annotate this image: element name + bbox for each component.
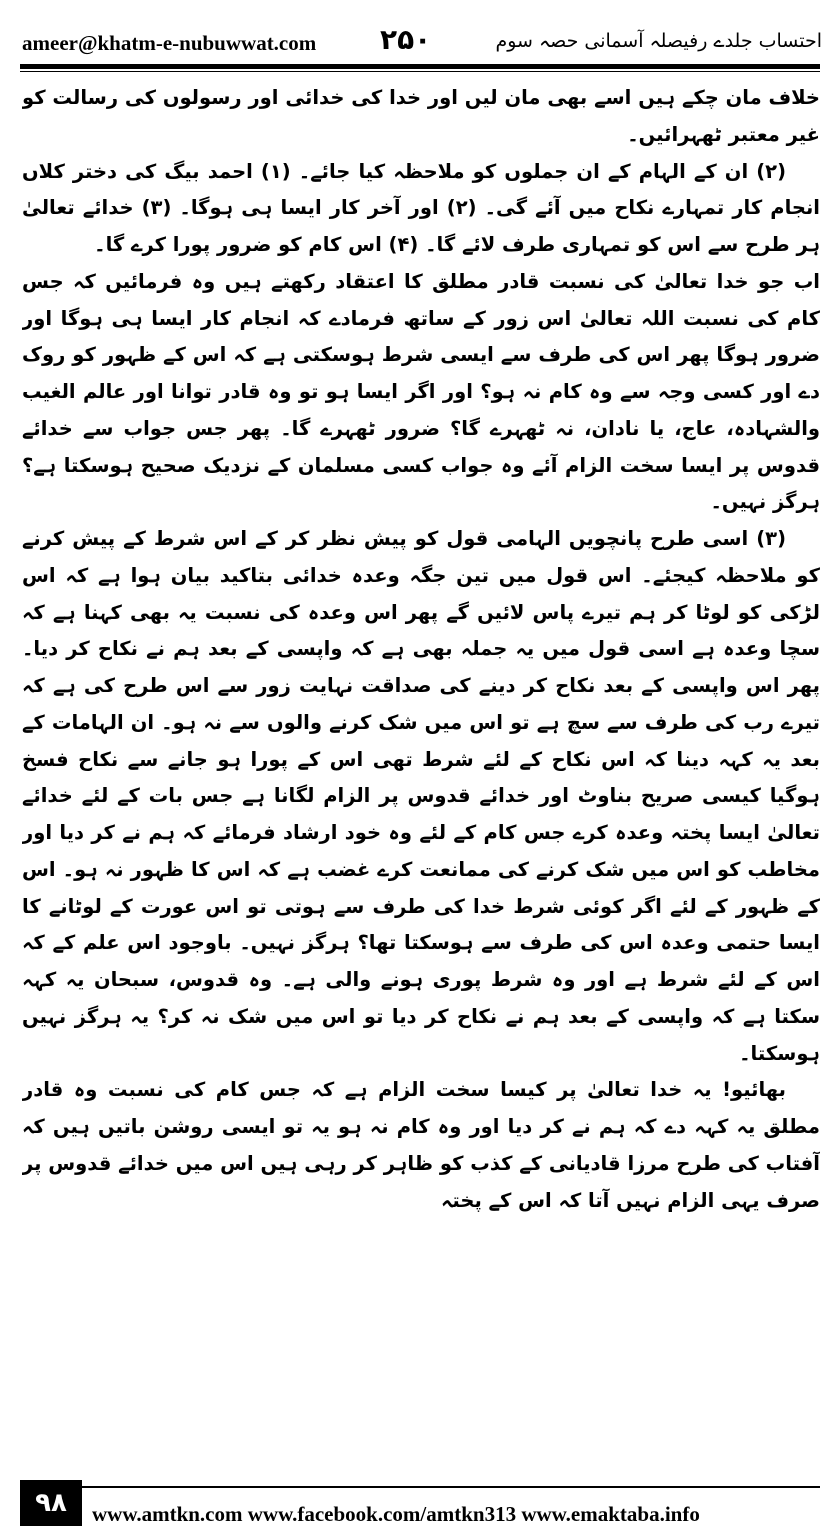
page-body bbox=[22, 80, 820, 1476]
paragraph-4: (۳) اسی طرح پانچویں الہامی قول کو پیش نظر کر کے اس شرط کے پیش کرنے کو ملاحظہ کیجئے۔ اس قول میں تین جگہ وعدہ خدائی بتاکید بیان ہوا ہے کہ اس لڑکی کو لوٹا کر ہم تیرے پاس لائیں گے پھر اس وعدہ کی نسبت یہ بھی کہنا ہے کہ سچا وعدہ ہے اسی قول میں یہ جملہ بھی ہے کہ واپسی کے بعد ہم نے نکاح کر دیا۔ پھر اس واپسی کے بعد نکاح کر دینے کی صداقت نہایت زور سے اس طرح کی ہے کہ تیرے رب کی طرف سے سچ ہے تو اس میں شک کرنے والوں سے نہ ہو۔ ان الہامات کے بعد یہ کہہ دینا کہ اس نکاح کے لئے شرط تھی اس کے پورا ہو جانے سے نکاح فسخ ہوگیا کیسی صریح بناوٹ اور خدائے قدوس پر الزام لگانا ہے جس بات کے لئے خدائے تعالیٰ ایسا پختہ وعدہ کرے جس کام کے لئے وہ خود ارشاد فرمائے کہ ہم نے کر دیا اور مخاطب کو اس میں شک کرنے کی ممانعت کرے غضب ہے کہ اس کا ظہور نہ ہو۔ اس کے ظہور کے لئے اگر کوئی شرط خدا کی طرف سے ہوتی تو اس عورت کے لوٹانے کا ایسا حتمی وعدہ اس کی طرف سے ہوسکتا تھا؟ ہرگز نہیں۔ باوجود اس علم کے کہ اس کے لئے شرط ہے اور وہ شرط پوری ہونے والی ہے۔ وہ قدوس، سبحان یہ کہہ سکتا ہے کہ واپسی کے بعد ہم نے نکاح کر دیا تو اس میں شک نہ کر؟ یہ ہرگز نہیں ہوسکتا۔ bbox=[22, 527, 820, 1065]
header-book-title: احتساب جلدے رفیصلہ آسمانی حصہ سوم bbox=[495, 30, 822, 52]
footer-links: www.amtkn.com www.facebook.com/amtkn313 www.emaktaba.info bbox=[92, 1502, 700, 1526]
header-rule-thick bbox=[20, 64, 820, 69]
header-rule-thin bbox=[20, 71, 820, 72]
paragraph-5: بھائیو! یہ خدا تعالیٰ پر کیسا سخت الزام ہے کہ جس کام کی نسبت وہ قادر مطلق یہ کہہ دے کہ ہم نے کر دیا اور وہ کام نہ ہو یہ تو ایسی روشن باتیں ہیں کہ آفتاب کی طرح مرزا قادیانی کے کذب کو ظاہر کر رہی ہیں اس میں خدائے قدوس پر صرف یہی الزام نہیں آتا کہ اس کے پختہ bbox=[22, 1078, 820, 1212]
header-page-number: ۲۵۰ bbox=[380, 23, 432, 56]
footer-rule bbox=[82, 1486, 820, 1488]
paragraph-1: خلاف مان چکے ہیں اسے بھی مان لیں اور خدا کی خدائی اور رسولوں کی رسالت کو غیر معتبر ٹھہرائیں۔ bbox=[22, 86, 820, 146]
paragraph-2: (۲) ان کے الہام کے ان جملوں کو ملاحظہ کیا جائے۔ (۱) احمد بیگ کی دختر کلاں انجام کار تمہارے نکاح میں آئے گی۔ (۲) اور آخر کار ایسا ہی ہوگا۔ (۳) خدائے تعالیٰ ہر طرح سے اس کو تمہاری طرف لائے گا۔ (۴) اس کام کو ضرور پورا کرے گا۔ bbox=[22, 159, 820, 256]
paragraph-3: اب جو خدا تعالیٰ کی نسبت قادر مطلق کا اعتقاد رکھتے ہیں وہ فرمائیں کہ جس کام کی نسبت اللہ تعالیٰ اس زور کے ساتھ فرمادے کہ انجام کار ایسا ہی ہوگا اور ضرور ہوگا پھر اس کی طرف سے ایسی شرط ہوسکتی ہے کہ اس کے ظہور کو روک دے اور کسی وجہ سے وہ کام نہ ہو؟ اور اگر ایسا ہو تو وہ قادر توانا اور عالم الغیب والشہادہ، عاج، یا نادان، نہ ٹھہرے گا؟ ضرور ٹھہرے گا۔ پھر جس جواب سے خدائے قدوس پر ایسا سخت الزام آئے وہ جواب کسی مسلمان کے نزدیک صحیح ہوسکتا ہے؟ ہرگز نہیں۔ bbox=[22, 269, 820, 514]
header-email: ameer@khatm-e-nubuwwat.com bbox=[22, 31, 317, 55]
page-footer bbox=[0, 1480, 840, 1540]
footer-page-number: ۹۸ bbox=[20, 1480, 82, 1526]
page-header bbox=[0, 0, 840, 74]
